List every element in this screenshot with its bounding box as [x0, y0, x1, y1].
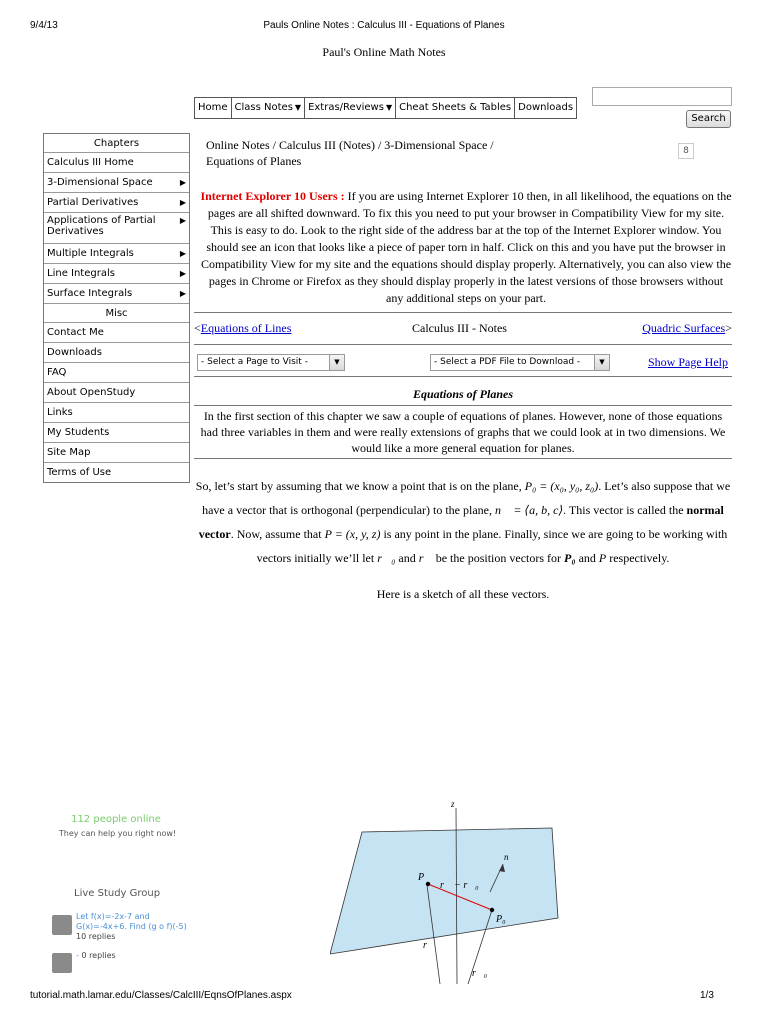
question-replies: 0 replies: [81, 951, 116, 960]
sidebar-item-terms[interactable]: Terms of Use: [47, 467, 112, 478]
print-title: Pauls Online Notes : Calculus III - Equations of Planes: [263, 20, 505, 31]
prev-page-link[interactable]: [194, 321, 291, 336]
label-difference: r⃗ − r⃗₀: [440, 880, 479, 891]
text-run: respectively.: [606, 551, 670, 565]
search-button[interactable]: Search: [686, 110, 731, 128]
question-avatar-icon: [52, 953, 72, 973]
sidebar-item-my-students[interactable]: My Students: [44, 423, 189, 443]
caret-right-icon: ▶: [179, 198, 186, 207]
text-run: and: [395, 551, 419, 565]
question-item[interactable]: [76, 951, 191, 961]
text-run: be the position vectors for: [432, 551, 565, 565]
question-link[interactable]: -: [76, 951, 79, 960]
math-expr: P₀ = (x₀, y₀, z₀): [524, 479, 599, 493]
breadcrumb-current: Equations of Planes: [206, 154, 302, 168]
online-subtitle: They can help you right now!: [58, 829, 177, 838]
math-expr: P: [598, 551, 607, 565]
text-run: is any point in the plane. Finally, since we are going to be working with vectors initially we’ll let: [256, 527, 728, 565]
text-run: So, let’s start by assuming that we know a point that is on the plane,: [195, 479, 525, 493]
section-title: Equations of Planes: [412, 387, 514, 401]
label-P0: P₀: [496, 914, 506, 925]
nav-cheat-sheets-label: Cheat Sheets & Tables: [399, 102, 512, 113]
setup-paragraph: [194, 474, 732, 570]
page-number-box: 8: [678, 143, 694, 159]
divider: [194, 312, 732, 313]
sidebar-item-partial-derivatives[interactable]: [44, 193, 189, 213]
caret-right-icon: ▶: [179, 249, 186, 258]
point-P0: [490, 908, 494, 912]
show-page-help-link[interactable]: Show Page Help: [648, 355, 728, 369]
caret-down-icon: ▼: [385, 103, 393, 112]
nav-class-notes-label: Class Notes: [234, 102, 293, 113]
math-expr: n⃗ = ⟨a, b, c⟩: [495, 503, 564, 517]
text-run: and: [575, 551, 599, 565]
sketch-caption: Here is a sketch of all these vectors.: [376, 587, 550, 601]
sidebar-item-site-map[interactable]: Site Map: [44, 443, 189, 463]
math-expr: r⃗: [418, 551, 433, 565]
caret-right-icon: ▶: [179, 178, 186, 187]
point-P: [426, 882, 430, 886]
chevron-down-icon: ▼: [594, 355, 609, 370]
top-nav: [194, 97, 577, 119]
nav-cheat-sheets[interactable]: [396, 98, 515, 118]
sidebar-item-downloads[interactable]: Downloads: [44, 343, 189, 363]
search-input[interactable]: [592, 87, 732, 106]
sidebar-item-faq[interactable]: FAQ: [44, 363, 189, 383]
print-page-number: 1/3: [700, 990, 714, 1001]
next-link-text[interactable]: Quadric Surfaces: [642, 321, 726, 335]
divider: [194, 458, 732, 459]
question-avatar-icon: [52, 915, 72, 935]
print-url: tutorial.math.lamar.edu/Classes/CalcIII/EqnsOfPlanes.aspx: [30, 990, 292, 1001]
pdf-select[interactable]: [430, 354, 610, 371]
online-count[interactable]: 112 people online: [71, 814, 161, 825]
text-run: . This vector is called the: [563, 503, 687, 517]
sidebar-item-label: Calculus III Home: [47, 157, 134, 168]
nav-home-label: Home: [198, 102, 228, 113]
text-run: . Let’s also suppose that we have a vector that is orthogonal (perpendicular) to the plane,: [202, 479, 731, 517]
sidebar-item-applications[interactable]: [44, 213, 189, 244]
next-arrow-icon: >: [725, 321, 732, 335]
chevron-down-icon: ▼: [329, 355, 344, 370]
caret-right-icon: ▶: [179, 216, 186, 225]
question-link[interactable]: Let f(x)=-2x-7 and G(x)=-4x+6. Find (g o f)(-5): [76, 912, 187, 931]
question-replies: 10 replies: [76, 932, 116, 941]
label-n: n⃗: [504, 852, 516, 862]
sidebar-item-links[interactable]: Links: [44, 403, 189, 423]
label-r0: r⃗₀: [472, 968, 488, 979]
math-expr: P = (x, y, z): [324, 527, 381, 541]
nav-downloads[interactable]: [515, 98, 576, 118]
sidebar-item-label: Multiple Integrals: [47, 248, 134, 259]
pdf-select-value: - Select a PDF File to Download -: [434, 357, 581, 367]
question-item[interactable]: [76, 912, 191, 942]
site-title[interactable]: Paul's Online Math Notes: [322, 45, 446, 59]
divider: [194, 405, 732, 406]
sidebar-item-label: Partial Derivatives: [47, 197, 139, 208]
sidebar: [43, 133, 190, 483]
divider: [194, 344, 732, 345]
caret-right-icon: ▶: [179, 289, 186, 298]
ie-notice-text: If you are using Internet Explorer 10 then, in all likelihood, the equations on the pages are all shifted downward. To fix this you need to put your browser in Compatibility View for my site. This is easy to do. Look to the right side of the address bar at the top of the Internet Explorer window. You should see an icon that looks like a piece of paper torn in half. Click on this and you have put the browser in Compatibility View for my site and the equations should display properly. Alternatively, you can also view the pages in Chrome or Firefox as they should display properly in the latest versions of those browsers without any additional steps on your part.: [200, 189, 732, 305]
ie-notice-label: Internet Explorer 10 Users :: [200, 189, 345, 203]
breadcrumb[interactable]: [206, 137, 526, 169]
math-expr: P₀: [564, 551, 576, 565]
nav-extras[interactable]: [305, 98, 396, 118]
sidebar-item-3d-space[interactable]: [44, 173, 189, 193]
caret-down-icon: ▼: [294, 103, 302, 112]
print-date: 9/4/13: [30, 20, 58, 31]
sidebar-item-label: Applications of Partial Derivatives: [47, 215, 156, 237]
caret-right-icon: ▶: [179, 269, 186, 278]
sidebar-item-label: Line Integrals: [47, 268, 115, 279]
sidebar-item-openstudy[interactable]: About OpenStudy: [44, 383, 189, 403]
label-P: P: [418, 872, 425, 883]
next-page-link[interactable]: [600, 321, 732, 336]
breadcrumb-line[interactable]: Online Notes / Calculus III (Notes) / 3-Dimensional Space /: [206, 138, 494, 152]
nav-extras-label: Extras/Reviews: [308, 102, 384, 113]
page-select-value: - Select a Page to Visit -: [201, 357, 308, 367]
page-select[interactable]: [197, 354, 345, 371]
nav-home[interactable]: [195, 98, 232, 118]
text-run: . Now, assume that: [230, 527, 325, 541]
sidebar-item-label: 3-Dimensional Space: [47, 177, 153, 188]
sidebar-item-contact[interactable]: Contact Me: [44, 323, 189, 343]
math-expr: r⃗₀: [377, 551, 396, 565]
sidebar-item-line-integrals[interactable]: [44, 264, 189, 284]
prev-link-text[interactable]: Equations of Lines: [200, 321, 292, 335]
plane-vectors-diagram: [330, 798, 610, 984]
nav-downloads-label: Downloads: [518, 102, 574, 113]
sidebar-chapters-heading: Chapters: [44, 134, 189, 153]
sidebar-item-multiple-integrals[interactable]: [44, 244, 189, 264]
course-title: Calculus III - Notes: [412, 321, 507, 335]
divider: [194, 376, 732, 377]
sidebar-item-label: Surface Integrals: [47, 288, 133, 299]
prev-arrow-icon: <: [194, 321, 201, 335]
intro-paragraph: In the first section of this chapter we saw a couple of equations of planes. However, none of those equations had three variables in them and were really extensions of graphs that we could look at in two dimensions. We would like a more general equation for planes.: [200, 409, 726, 455]
sidebar-misc-heading: Misc: [44, 304, 189, 323]
sidebar-item-calculus-iii-home[interactable]: [44, 153, 189, 173]
bold-term: normal vector: [198, 503, 724, 541]
z-axis-label: z: [451, 799, 455, 809]
nav-class-notes[interactable]: [232, 98, 306, 118]
ie-notice: [200, 188, 732, 307]
live-study-heading: Live Study Group: [74, 888, 161, 899]
sidebar-item-surface-integrals[interactable]: [44, 284, 189, 304]
label-r: r⃗: [423, 940, 435, 951]
